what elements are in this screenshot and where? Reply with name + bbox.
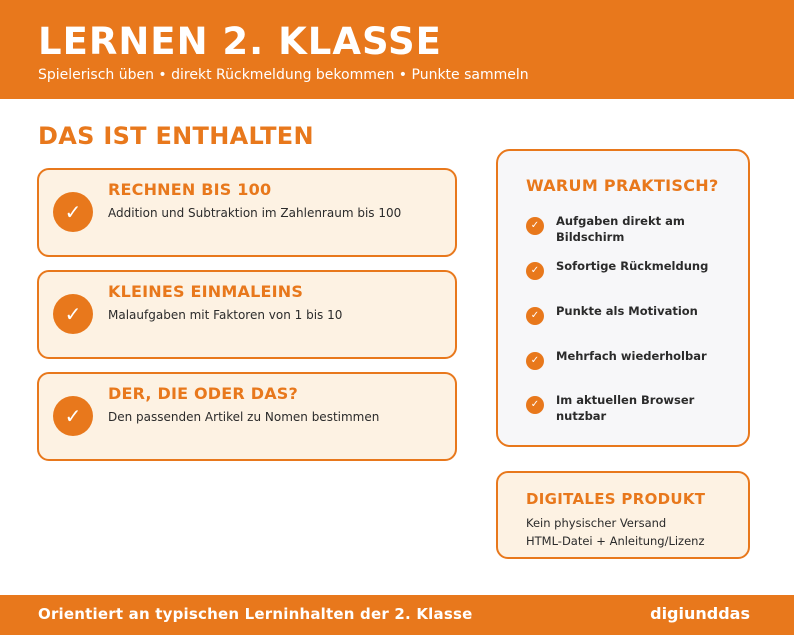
content-card-rechnen — [37, 168, 457, 257]
why-list-item-label: Punkte als Motivation — [556, 304, 698, 318]
why-list-item-label: Im aktuellen Browser nutzbar — [556, 393, 695, 423]
digital-product-box — [496, 471, 750, 559]
footer-text: Orientiert an typischen Lerninhalten der 2. Klasse — [38, 605, 473, 623]
content-card-description: Den passenden Artikel zu Nomen bestimmen — [108, 410, 380, 424]
why-list-item-label: Sofortige Rückmeldung — [556, 259, 709, 273]
why-practical-panel — [496, 149, 750, 447]
content-card-artikel — [37, 372, 457, 461]
brand-name: digiunddas — [650, 604, 750, 623]
digital-product-line: HTML-Datei + Anleitung/Lizenz — [526, 534, 705, 548]
content-card-title: KLEINES EINMALEINS — [108, 282, 304, 301]
contents-heading: DAS IST ENTHALTEN — [38, 122, 314, 150]
footer-banner — [0, 595, 794, 635]
check-circle-icon: ✓ — [526, 396, 544, 414]
page-title: LERNEN 2. KLASSE — [38, 20, 442, 63]
digital-product-heading: DIGITALES PRODUKT — [526, 490, 706, 508]
why-list-item-label: Mehrfach wiederholbar — [556, 349, 707, 363]
check-circle-icon: ✓ — [526, 352, 544, 370]
page-subtitle: Spielerisch üben • direkt Rückmeldung bekommen • Punkte sammeln — [38, 67, 529, 83]
check-circle-icon: ✓ — [526, 262, 544, 280]
check-circle-icon: ✓ — [526, 217, 544, 235]
content-card-title: DER, DIE ODER DAS? — [108, 384, 298, 403]
why-list-item-label: Aufgaben direkt am Bildschirm — [556, 214, 685, 244]
digital-product-line: Kein physischer Versand — [526, 516, 667, 530]
why-practical-heading: WARUM PRAKTISCH? — [526, 176, 719, 195]
check-circle-icon: ✓ — [526, 307, 544, 325]
header-banner — [0, 0, 794, 99]
check-circle-icon: ✓ — [53, 294, 93, 334]
content-card-einmaleins — [37, 270, 457, 359]
check-circle-icon: ✓ — [53, 192, 93, 232]
content-card-title: RECHNEN BIS 100 — [108, 180, 272, 199]
check-circle-icon: ✓ — [53, 396, 93, 436]
content-card-description: Malaufgaben mit Faktoren von 1 bis 10 — [108, 308, 343, 322]
content-card-description: Addition und Subtraktion im Zahlenraum bis 100 — [108, 206, 402, 220]
